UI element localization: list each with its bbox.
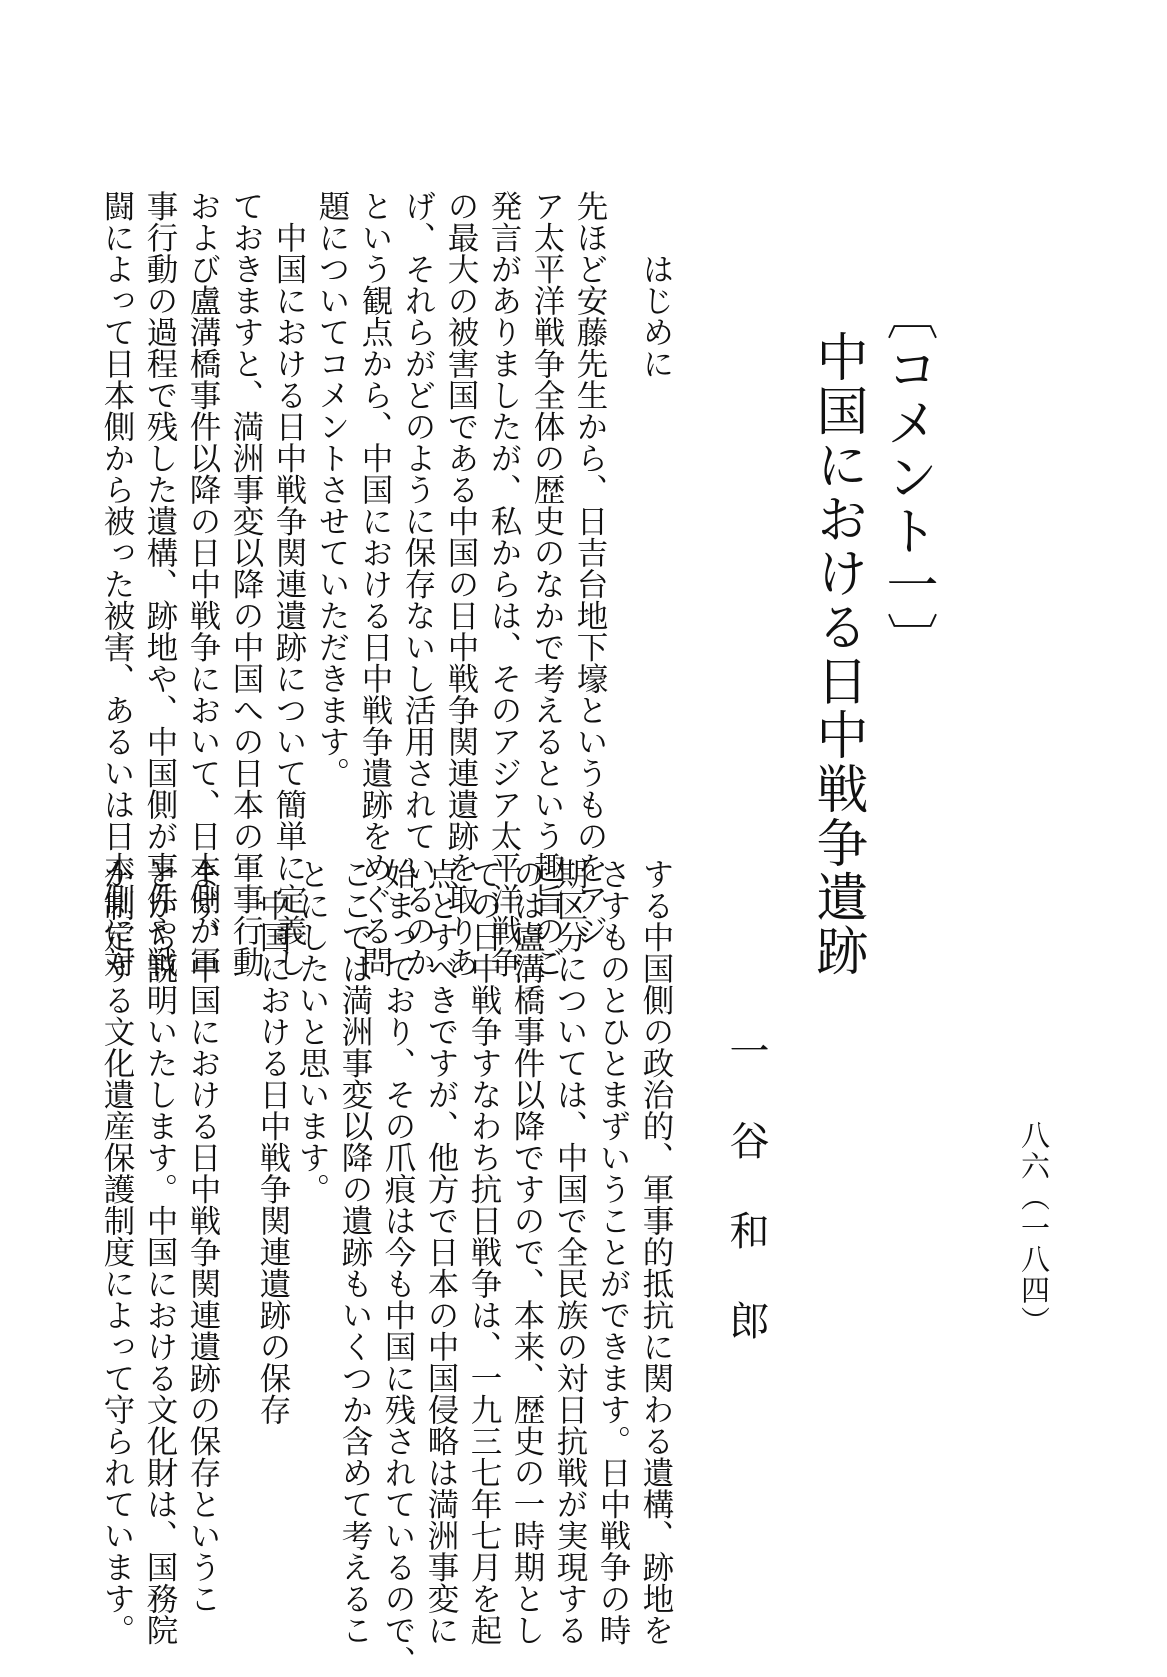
- text-column: 先ほど安藤先生から、日吉台地下壕というものをアジ: [572, 190, 608, 946]
- text-column: 点とすべきですが、他方で日本の中国侵略は満洲事変に: [423, 858, 459, 1646]
- text-column: 題についてコメントさせていただきます。: [314, 190, 350, 789]
- text-column: とにしたいと思います。: [294, 858, 330, 1205]
- text-column: する中国側の政治的、軍事的抵抗に関わる遺構、跡地を: [638, 858, 674, 1646]
- page-number: 八六（一八四）: [1017, 1120, 1051, 1337]
- text-column: 期区分については、中国で全民族の対日抗戦が実現する: [552, 858, 588, 1646]
- text-column: とから説明いたします。中国における文化財は、国務院: [142, 858, 178, 1646]
- text-column: 事行動の過程で残した遺構、跡地や、中国側が事件や戦: [142, 190, 178, 978]
- text-column: 中国における日中戦争関連遺跡について簡単に定義し: [271, 190, 307, 978]
- text-column: 始まっており、その爪痕は今も中国に残されているので、: [380, 858, 416, 1677]
- page-title: 中国における日中戦争遺跡: [807, 330, 867, 978]
- text-column: はじめに: [638, 190, 674, 379]
- text-column: が制定する文化遺産保護制度によって守られています。: [99, 858, 135, 1646]
- text-column: および盧溝橋事件以降の日中戦争において、日本側が軍: [185, 190, 221, 978]
- text-column: げ、それらがどのように保存ないし活用されているのか: [400, 190, 436, 978]
- text-column: の最大の被害国である中国の日中戦争関連遺跡を取りあ: [443, 190, 479, 978]
- text-column: 闘によって日本側から被った被害、あるいは日本側に対: [99, 190, 135, 978]
- text-column: ア太平洋戦争全体の歴史のなかで考えるという趣旨のご: [529, 190, 565, 978]
- text-column: まず、中国における日中戦争関連遺跡の保存というこ: [185, 858, 221, 1614]
- text-column: ての日中戦争すなわち抗日戦争は、一九三七年七月を起: [466, 858, 502, 1646]
- text-column: のは盧溝橋事件以降ですので、本来、歴史の一時期とし: [509, 858, 545, 1646]
- text-column: さすものとひとまずいうことができます。日中戦争の時: [595, 858, 631, 1646]
- text-column: ここでは満洲事変以降の遺跡もいくつか含めて考えるこ: [337, 858, 373, 1646]
- text-column: 発言がありましたが、私からは、そのアジア太平洋戦争: [486, 190, 522, 978]
- section-heading: 中国における日中戦争関連遺跡の保存: [255, 858, 291, 1425]
- author-name: 一谷和郎: [723, 1030, 769, 1390]
- comment-label: 〔コメント一〕: [877, 288, 937, 666]
- text-column: という観点から、中国における日中戦争遺跡をめぐる問: [357, 190, 393, 978]
- text-column: ておきますと、満洲事変以降の中国への日本の軍事行動: [228, 190, 264, 978]
